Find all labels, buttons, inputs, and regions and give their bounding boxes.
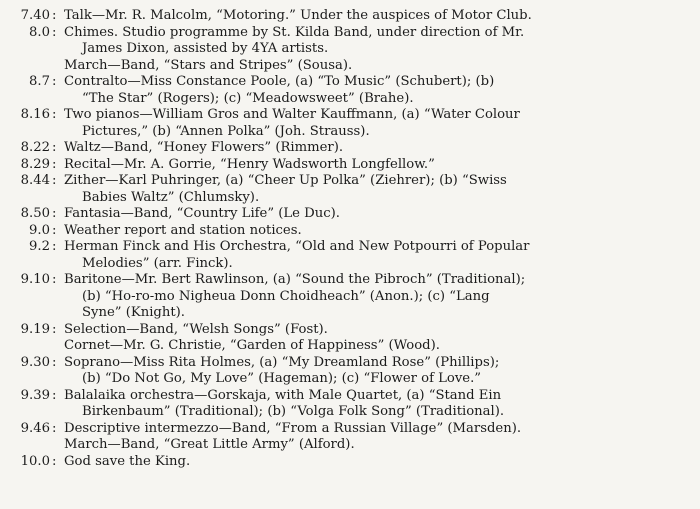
- entry-colon: :: [52, 420, 57, 436]
- entry-line: Fantasia—Band, “Country Life” (Le Duc).: [64, 206, 340, 221]
- entry-time: 9.46: [20, 420, 50, 436]
- entry-line: Chimes. Studio programme by St. Kilda Band, under direction of Mr.: [64, 24, 525, 40]
- programme-entry: [10, 157, 692, 174]
- entry-line: Talk—Mr. R. Malcolm, “Motoring.” Under the auspices of Motor Club.: [64, 8, 532, 23]
- entry-line: Birkenbaum” (Traditional); (b) “Volga Folk Song” (Traditional).: [82, 404, 505, 419]
- entry-line: Waltz—Band, “Honey Flowers” (Rimmer).: [64, 140, 344, 155]
- entry-time: 9.0: [29, 222, 50, 238]
- programme-entry: [10, 173, 692, 206]
- programme-entry: [10, 355, 692, 388]
- entry-colon: :: [52, 453, 57, 469]
- entry-colon: :: [52, 140, 57, 155]
- entry-time: 7.40: [20, 8, 50, 23]
- entry-line: Melodies” (arr. Finck).: [82, 255, 233, 271]
- entry-time: 9.10: [20, 272, 50, 287]
- entry-line: Cornet—Mr. G. Christie, “Garden of Happiness” (Wood).: [64, 338, 440, 353]
- entry-colon: :: [52, 74, 57, 89]
- entry-colon: :: [52, 272, 57, 287]
- entry-colon: :: [52, 107, 57, 122]
- programme-entry: [10, 8, 692, 25]
- entry-time: 8.22: [20, 140, 50, 155]
- entry-colon: :: [52, 321, 57, 337]
- entry-line: Two pianos—William Gros and Walter Kauffmann, (a) “Water Colour: [64, 107, 520, 122]
- entry-colon: :: [52, 239, 57, 254]
- entry-line: (b) “Do Not Go, My Love” (Hageman); (c) “Flower of Love.”: [82, 371, 482, 386]
- programme-entry: [10, 421, 692, 454]
- entry-line: Syne” (Knight).: [82, 305, 185, 320]
- entry-line: March—Band, “Stars and Stripes” (Sousa).: [64, 57, 353, 73]
- entry-line: Weather report and station notices.: [64, 222, 302, 238]
- entry-time: 8.7: [29, 74, 50, 89]
- programme-entry: [10, 239, 692, 272]
- entry-time: 10.0: [20, 453, 50, 469]
- programme-list: [10, 8, 692, 470]
- entry-line: Contralto—Miss Constance Poole, (a) “To Music” (Schubert); (b): [64, 74, 495, 89]
- entry-colon: :: [52, 354, 57, 370]
- entry-line: Baritone—Mr. Bert Rawlinson, (a) “Sound the Pibroch” (Traditional);: [64, 272, 526, 287]
- entry-line: James Dixon, assisted by 4YA artists.: [82, 41, 329, 56]
- programme-entry: [10, 74, 692, 107]
- entry-colon: :: [52, 222, 57, 238]
- entry-line: Descriptive intermezzo—Band, “From a Russian Village” (Marsden).: [64, 420, 522, 436]
- entry-time: 8.44: [20, 173, 50, 188]
- programme-entry: [10, 206, 692, 223]
- entry-time: 9.19: [20, 321, 50, 337]
- entry-line: God save the King.: [64, 453, 191, 469]
- entry-colon: :: [52, 173, 57, 188]
- entry-time: 8.29: [20, 156, 50, 172]
- entry-time: 8.0: [29, 24, 50, 40]
- entry-time: 8.50: [20, 206, 50, 221]
- programme-entry: [10, 223, 692, 240]
- programme-entry: [10, 140, 692, 157]
- programme-entry: [10, 272, 692, 322]
- programme-entry: [10, 25, 692, 75]
- programme-entry: [10, 107, 692, 140]
- entry-colon: :: [52, 8, 57, 23]
- entry-line: Zither—Karl Puhringer, (a) “Cheer Up Polka” (Ziehrer); (b) “Swiss: [64, 173, 507, 188]
- programme-entry: [10, 322, 692, 355]
- entry-line: Balalaika orchestra—Gorskaja, with Male Quartet, (a) “Stand Ein: [64, 387, 502, 403]
- entry-line: Recital—Mr. A. Gorrie, “Henry Wadsworth Longfellow.”: [64, 156, 435, 172]
- programme-entry: [10, 388, 692, 421]
- entry-colon: :: [52, 206, 57, 221]
- programme-entry: [10, 454, 692, 471]
- entry-line: (b) “Ho-ro-mo Nigheua Donn Choidheach” (Anon.); (c) “Lang: [82, 288, 490, 304]
- entry-line: Herman Finck and His Orchestra, “Old and New Potpourri of Popular: [64, 239, 530, 254]
- entry-line: Babies Waltz” (Chlumsky).: [82, 189, 260, 205]
- entry-colon: :: [52, 387, 57, 403]
- entry-line: Selection—Band, “Welsh Songs” (Fost).: [64, 321, 328, 337]
- entry-line: March—Band, “Great Little Army” (Alford).: [64, 437, 355, 452]
- entry-time: 9.2: [29, 239, 50, 254]
- entry-colon: :: [52, 24, 57, 40]
- entry-line: Soprano—Miss Rita Holmes, (a) “My Dreamland Rose” (Phillips);: [64, 354, 500, 370]
- entry-colon: :: [52, 156, 57, 172]
- entry-time: 9.30: [20, 354, 50, 370]
- entry-line: Pictures,” (b) “Annen Polka” (Joh. Strauss).: [82, 123, 370, 139]
- entry-time: 8.16: [20, 107, 50, 122]
- entry-time: 9.39: [20, 387, 50, 403]
- entry-line: “The Star” (Rogers); (c) “Meadowsweet” (Brahe).: [82, 90, 414, 106]
